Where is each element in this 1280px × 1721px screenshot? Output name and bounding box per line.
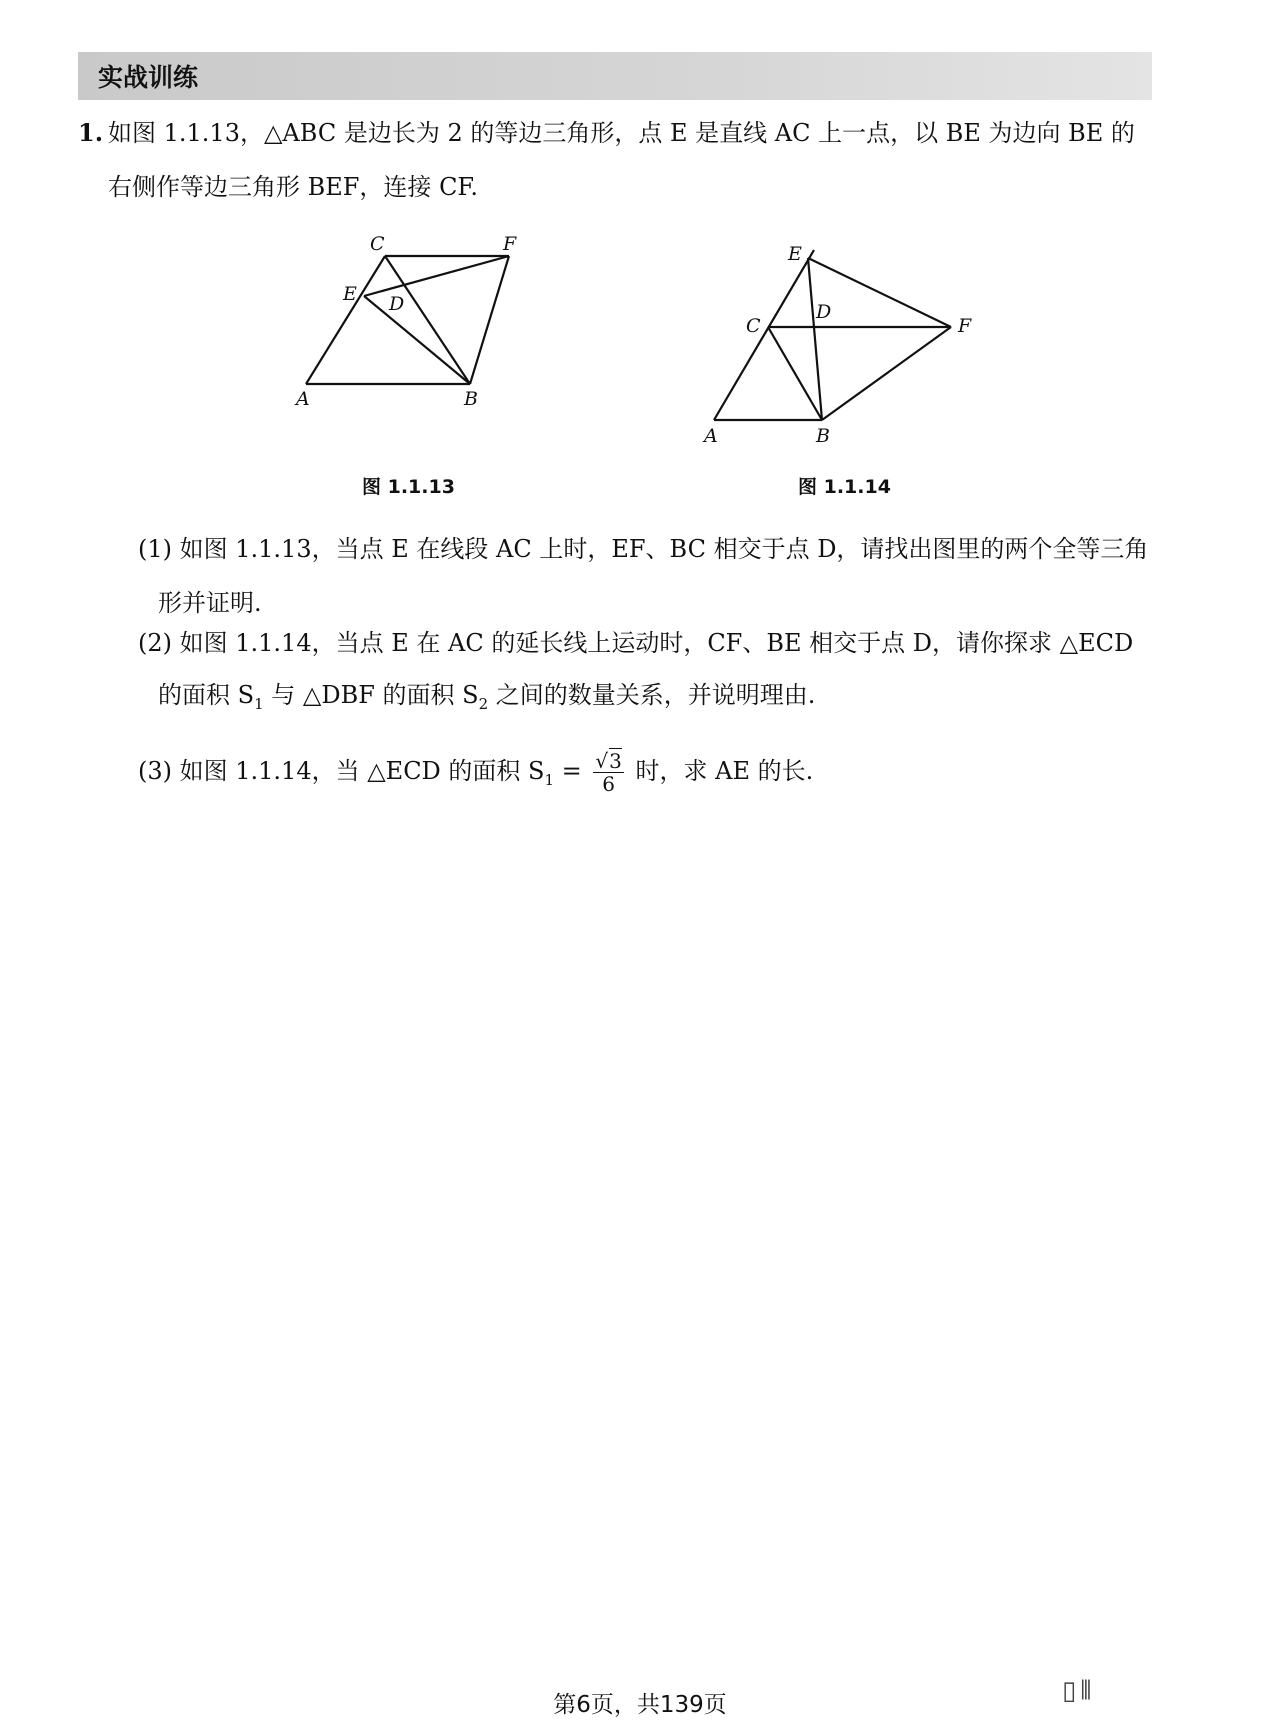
part-1-line-1 <box>138 534 1148 564</box>
fig1-segment-be <box>364 296 470 384</box>
part-1-line-2-text: 形并证明. <box>158 589 262 617</box>
question-line-1-body <box>108 118 1135 148</box>
part-3-pre: (3) 如图 1.1.14，当 △ECD 的面积 S <box>138 757 545 785</box>
part-3-fraction <box>593 750 623 795</box>
part-2-line-2-c: 之间的数量关系，并说明理由. <box>488 681 816 709</box>
part-2-sub-1: 1 <box>254 694 264 713</box>
section-title: 实战训练 <box>98 63 199 92</box>
fig2-segment-ae <box>714 250 814 420</box>
part-1-line-1-text: (1) 如图 1.1.13，当点 E 在线段 AC 上时，EF、BC 相交于点 D，请找出图里的两个全等三角 <box>138 535 1149 563</box>
part-3-fraction-denominator: 6 <box>602 772 616 796</box>
fig2-label-c: C <box>746 315 761 337</box>
part-2-sub-2: 2 <box>478 694 489 713</box>
section-header-bar <box>78 52 1152 100</box>
fig1-label-a: A <box>296 388 310 410</box>
fig2-segment-be <box>808 258 822 420</box>
fig2-segment-bc <box>768 327 822 420</box>
fig1-label-d: D <box>389 293 405 315</box>
page-view-icon[interactable]: ▯ <box>1062 1676 1081 1706</box>
fig1-segment-bc <box>385 256 470 384</box>
fig2-label-e: E <box>788 243 802 265</box>
figure-1-1-14-caption: 图 1.1.14 <box>798 476 891 498</box>
part-3-sub: 1 <box>544 770 555 789</box>
page-number-text: 第6页，共139页 <box>553 1692 727 1718</box>
fig2-label-f: F <box>958 315 972 337</box>
part-2-line-2-a: 的面积 S <box>158 681 255 709</box>
part-2-line-2 <box>158 680 815 719</box>
fig1-segment-ef <box>364 256 509 296</box>
part-3-eq: = <box>554 757 590 785</box>
fig1-label-c: C <box>370 233 385 255</box>
fig1-label-b: B <box>464 388 478 410</box>
part-3-fraction-numerator: √3 <box>595 749 622 773</box>
fig2-label-d: D <box>816 301 832 323</box>
part-2-line-1-text: (2) 如图 1.1.14，当点 E 在 AC 的延长线上运动时，CF、BE 相交于点 D，请你探求 △ECD <box>138 629 1134 657</box>
fig2-segment-bf <box>822 327 951 420</box>
fig1-segment-bf <box>470 256 509 384</box>
part-3-sqrt-radicand: 3 <box>609 749 622 773</box>
question-line-1-text: 如图 1.1.13，△ABC 是边长为 2 的等边三角形，点 E 是直线 AC 上一点，以 BE 为边向 BE 的 <box>108 119 1135 147</box>
part-2-line-2-b: 与 △DBF 的面积 S <box>263 681 479 709</box>
question-line-2-text: 右侧作等边三角形 BEF，连接 CF. <box>108 173 478 201</box>
fig1-label-f: F <box>503 233 517 255</box>
part-1-line-2 <box>158 588 262 618</box>
figure-1-1-13 <box>280 233 540 460</box>
fig1-label-e: E <box>343 283 357 305</box>
fig1-segment-ac <box>306 256 385 384</box>
part-2-line-1 <box>138 628 1133 658</box>
part-3-line <box>138 746 813 805</box>
part-3-post: 时，求 AE 的长. <box>627 757 814 785</box>
figure-1-1-13-caption: 图 1.1.13 <box>362 476 455 498</box>
fig1-lines <box>306 256 509 384</box>
columns-icon[interactable]: ⫴ <box>1080 1676 1096 1706</box>
question-number-text: 1. <box>78 118 104 147</box>
fig2-label-b: B <box>816 425 830 447</box>
question-number <box>78 118 108 148</box>
fig2-label-a: A <box>704 425 718 447</box>
figure-1-1-14 <box>700 242 980 462</box>
footer-toolbar <box>1062 1676 1095 1707</box>
question-line-2 <box>108 172 478 202</box>
